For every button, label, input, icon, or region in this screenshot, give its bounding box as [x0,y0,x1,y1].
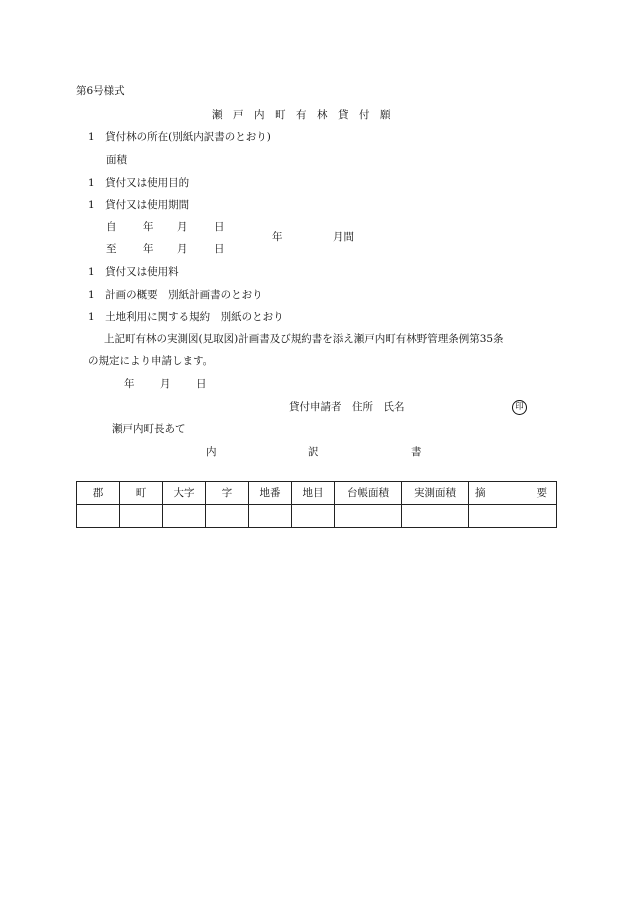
period-to-day: 日 [214,243,225,255]
document-title: 瀬 戸 内 町 有 林 貸 付 願 [212,109,391,121]
period-from-month: 月 [177,221,188,233]
col-header-measured-area: 実測面積 [402,482,469,505]
table-cell[interactable] [206,505,249,528]
breakdown-title-char1: 内 [206,446,217,458]
table-row [77,505,557,528]
period-from-day: 日 [214,221,225,233]
table-cell[interactable] [292,505,335,528]
remarks-char2: 要 [536,486,547,499]
date-day: 日 [196,378,207,390]
col-header-chimoku: 地目 [292,482,335,505]
col-header-chiban: 地番 [249,482,292,505]
breakdown-title-char3: 書 [411,446,422,458]
date-year: 年 [124,378,135,390]
period-total-months: 月間 [333,231,354,243]
period-to-label: 至 [106,243,117,255]
col-header-gun: 郡 [77,482,120,505]
item-fee: 1 貸付又は使用料 [88,266,179,278]
table-cell[interactable] [335,505,402,528]
addressee: 瀬戸内町長あて [112,423,186,435]
period-to-year: 年 [143,243,154,255]
breakdown-table [76,481,557,528]
period-total-year: 年 [272,231,283,243]
table-cell[interactable] [469,505,557,528]
remarks-char1: 摘 [475,486,486,499]
table-cell[interactable] [402,505,469,528]
applicant-line: 貸付申請者 住所 氏名 [289,401,405,413]
table-cell[interactable] [249,505,292,528]
form-number: 第6号様式 [76,85,125,97]
table-header-row [77,482,557,505]
table-cell[interactable] [120,505,163,528]
item-rules: 1 土地利用に関する規約 別紙のとおり [88,311,284,323]
date-month: 月 [160,378,171,390]
body-text-line2: の規定により申請します。 [88,355,214,367]
col-header-machi: 町 [120,482,163,505]
period-from-label: 自 [106,221,117,233]
period-from-year: 年 [143,221,154,233]
col-header-oaza: 大字 [163,482,206,505]
table-cell[interactable] [163,505,206,528]
period-to-month: 月 [177,243,188,255]
item-period: 1 貸付又は使用期間 [88,199,190,211]
item-plan: 1 計画の概要 別紙計画書のとおり [88,289,263,301]
col-header-aza: 字 [206,482,249,505]
area-label: 面積 [106,154,127,166]
item-location: 1 貸付林の所在(別紙内訳書のとおり) [88,131,271,143]
item-purpose: 1 貸付又は使用目的 [88,177,190,189]
col-header-remarks [469,482,557,505]
breakdown-title-char2: 訳 [308,446,319,458]
col-header-ledger-area: 台帳面積 [335,482,402,505]
seal-mark: 印 [512,400,527,415]
body-text-line1: 上記町有林の実測図(見取図)計画書及び規約書を添え瀬戸内町有林野管理条例第35条 [104,333,504,345]
table-cell[interactable] [77,505,120,528]
